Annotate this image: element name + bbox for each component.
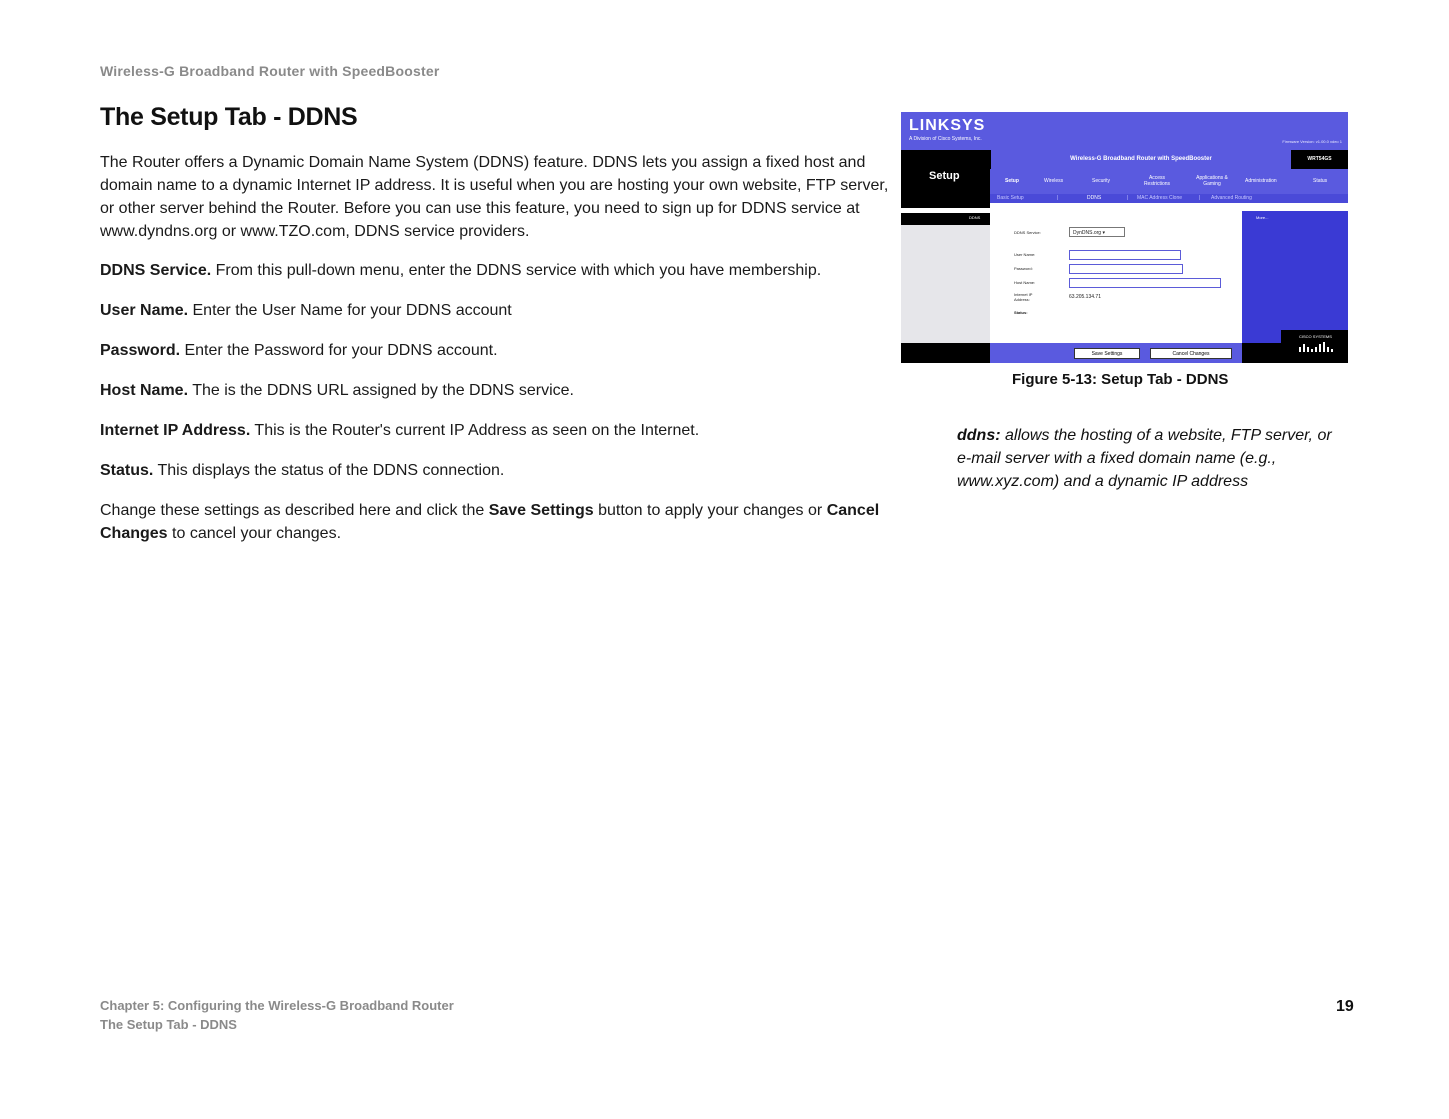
left-sidebar (901, 213, 990, 343)
field-desc: From this pull-down menu, enter the DDNS service with which you have membership. (215, 262, 822, 279)
closing-post: to cancel your changes. (172, 525, 342, 542)
tab-access-restrictions[interactable]: Access Restrictions (1143, 175, 1171, 187)
help-link[interactable]: More... (1256, 215, 1269, 220)
field-user-name (100, 299, 890, 322)
ip-label: Internet IP Address: (1014, 292, 1033, 302)
model-label: WRT54GS (1307, 156, 1332, 162)
ddns-service-select[interactable] (1069, 227, 1125, 237)
firmware-version: Firmware Version: v1.00.0 xdeo 1 (1282, 139, 1342, 144)
subtab-separator: | (1199, 195, 1201, 201)
subtab-basic-setup[interactable]: Basic Setup (997, 195, 1024, 201)
field-host-name (100, 379, 890, 402)
running-header: Wireless-G Broadband Router with SpeedBooster (100, 63, 440, 79)
subtab-advanced-routing[interactable]: Advanced Routing (1211, 195, 1252, 201)
closing-mid: button to apply your changes or (598, 502, 823, 519)
service-label: DDNS Service: (1014, 230, 1041, 235)
page-number: 19 (1336, 998, 1354, 1015)
closing-paragraph (100, 499, 890, 545)
sidenote-text: allows the hosting of a website, FTP server, or e-mail server with a fixed domain name (e.g., www.xyz.com) and a dynamic IP address (957, 427, 1332, 490)
field-ddns-service (100, 259, 890, 282)
intro-text: The Router offers a Dynamic Domain Name System (DDNS) feature. DDNS lets you assign a fixed host and domain name to a dynamic Internet IP address. It is useful when you are hosting your own website, FTP server, or other server behind the Router. Before you can use this feature, you need to sign up for DDNS service at www.dyndns.org or www.TZO.com, DDNS service providers. (100, 154, 889, 240)
field-password (100, 339, 890, 362)
subtab-separator: | (1127, 195, 1129, 201)
status-label: Status: (1014, 310, 1028, 315)
subtab-mac-clone[interactable]: MAC Address Clone (1137, 195, 1183, 201)
tab-status[interactable]: Status (1313, 178, 1328, 184)
sidenote (957, 424, 1347, 493)
field-desc: This displays the status of the DDNS connection. (157, 462, 505, 479)
field-internet-ip (100, 419, 890, 442)
hostname-input[interactable] (1069, 278, 1221, 288)
footer-chapter: Chapter 5: Configuring the Wireless-G Broadband Router (100, 998, 454, 1013)
tab-setup[interactable]: Setup (1005, 178, 1019, 184)
cisco-logo-text: CISCO SYSTEMS (1299, 334, 1332, 339)
field-term: Status. (100, 462, 154, 479)
chevron-down-icon: ▾ (1102, 230, 1105, 236)
left-ddns-label: DDNS (969, 215, 981, 220)
cisco-bars-icon (1299, 342, 1335, 352)
help-panel (1242, 211, 1348, 343)
closing-pre: Change these settings as described here and click the (100, 502, 485, 519)
tab-administration[interactable]: Administration (1245, 178, 1277, 184)
logo-subtitle: A Division of Cisco Systems, Inc. (909, 136, 982, 142)
tab-security[interactable]: Security (1092, 178, 1111, 184)
subtab-ddns[interactable]: DDNS (1087, 195, 1102, 201)
ip-value: 63.205.134.71 (1069, 294, 1101, 300)
select-value: DynDNS.org (1073, 230, 1102, 236)
password-input[interactable] (1069, 264, 1183, 274)
field-term: Internet IP Address. (100, 422, 251, 439)
password-label: Password: (1014, 266, 1033, 271)
figure-ddns-screenshot (901, 112, 1348, 363)
field-term: User Name. (100, 302, 189, 319)
field-term: Password. (100, 342, 181, 359)
field-status (100, 459, 890, 482)
field-desc: Enter the User Name for your DDNS account (192, 302, 512, 319)
field-term: Host Name. (100, 382, 189, 399)
tab-applications-gaming[interactable]: Applications & Gaming (1196, 175, 1228, 187)
field-desc: The is the DDNS URL assigned by the DDNS service. (192, 382, 574, 399)
section-label: Setup (929, 170, 960, 182)
field-term: DDNS Service. (100, 262, 212, 279)
save-settings-ref: Save Settings (488, 502, 594, 519)
footer-section: The Setup Tab - DDNS (100, 1017, 237, 1032)
page-title: The Setup Tab - DDNS (100, 103, 358, 131)
figure-caption: Figure 5-13: Setup Tab - DDNS (1012, 371, 1229, 388)
hostname-label: Host Name: (1014, 280, 1036, 285)
sidenote-term: ddns: (957, 427, 1001, 444)
username-label: User Name: (1014, 252, 1036, 257)
field-desc: Enter the Password for your DDNS account. (184, 342, 498, 359)
tab-wireless[interactable]: Wireless (1044, 178, 1064, 184)
subtab-separator: | (1057, 195, 1059, 201)
intro-paragraph (100, 151, 890, 243)
cancel-changes-ref: Cancel Changes (100, 502, 880, 542)
username-input[interactable] (1069, 250, 1181, 260)
field-desc: This is the Router's current IP Address as seen on the Internet. (254, 422, 700, 439)
linksys-logo: LINKSYS (909, 117, 986, 134)
save-settings-button[interactable]: Save Settings (1074, 348, 1140, 359)
product-title: Wireless-G Broadband Router with SpeedBooster (991, 150, 1291, 169)
cancel-changes-button[interactable]: Cancel Changes (1150, 348, 1232, 359)
